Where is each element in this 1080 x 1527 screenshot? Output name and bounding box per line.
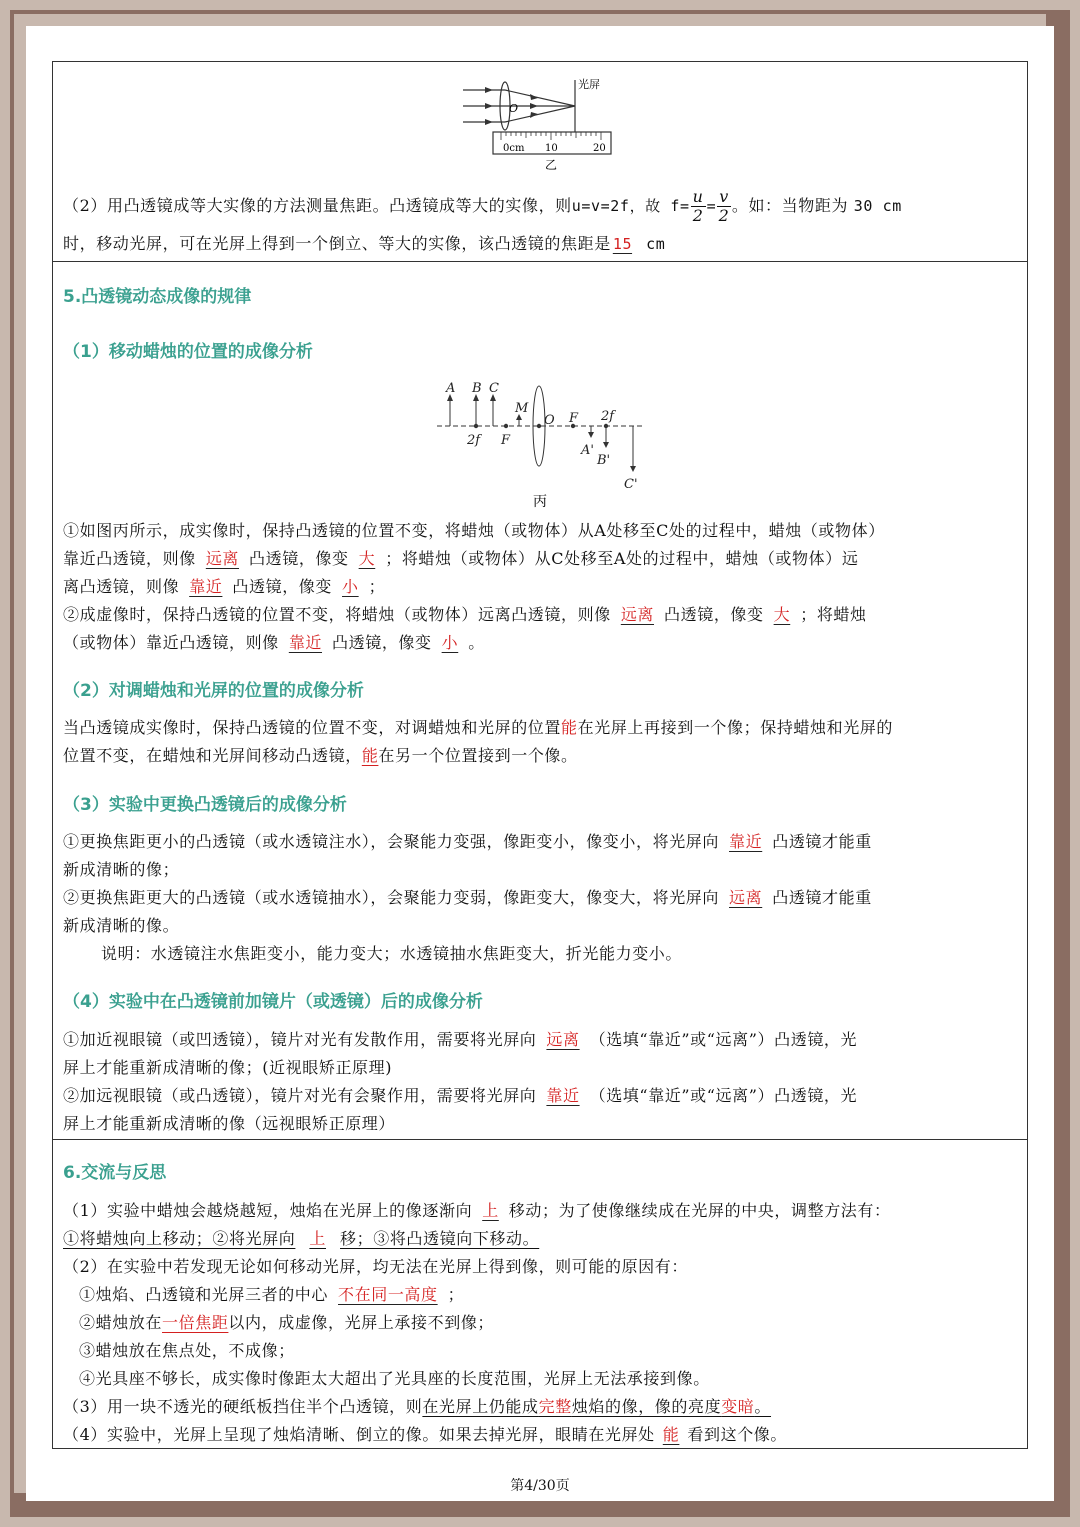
focal-method-paragraph <box>63 188 1023 258</box>
change-lens-paragraph: ①更换焦距更小的凸透镜（或水透镜注水），会聚能力变强，像距变小，像变小，将光屏向 靠近 凸透镜才能重 新成清晰的像； ②更换焦距更大的凸透镜（或水透镜抽水），会聚能力变弱，像距变大，像变大，将光屏向 远离 凸透镜才能重 新成清晰的像。 说明：水透镜注水焦距变小，能力变大；水透镜抽水焦距变大，折光能力变小。 <box>63 828 1023 968</box>
subsection-2-heading: （2）对调蜡烛和光屏的位置的成像分析 <box>63 681 364 701</box>
svg-text:A': A' <box>581 443 594 458</box>
svg-text:A: A <box>446 381 456 396</box>
svg-text:F: F <box>569 411 579 426</box>
section-6-heading: 6.交流与反思 <box>63 1163 167 1183</box>
row-divider <box>53 261 1027 262</box>
svg-text:2f: 2f <box>467 433 481 448</box>
subsection-4-heading: （4）实验中在凸透镜前加镜片（或透镜）后的成像分析 <box>63 992 483 1012</box>
svg-text:M: M <box>515 401 529 416</box>
svg-text:O: O <box>509 102 519 115</box>
focal-line-2: 时，移动光屏，可在光屏上得到一个倒立、等大的实像，该凸透镜的焦距是 15 cm <box>63 234 666 253</box>
svg-text:F: F <box>501 433 511 448</box>
add-eyeglass-paragraph: ①加近视眼镜（或凹透镜），镜片对光有发散作用，需要将光屏向 远离 （选填“靠近”或“远离”）凸透镜，光 屏上才能重新成清晰的像；(近视眼矫正原理) ②加远视眼镜（或凸透镜），镜片对光有会聚作用，需要将光屏向 靠近 （选填“靠近”或“远离”）凸透镜，光 屏上才能重新成清晰的像（远视眼矫正原理） <box>63 1030 858 1133</box>
section-5-heading: 5.凸透镜动态成像的规律 <box>63 287 252 307</box>
svg-text:乙: 乙 <box>545 158 558 172</box>
reflection-paragraphs: （1）实验中蜡烛会越烧越短，烛焰在光屏上的像逐渐向 上 移动；为了使像继续成在光屏的中央，调整方法有： ①将蜡烛向上移动；②将光屏向 上 移；③将凸透镜向下移动。 （2）在实验中若发现无论如何移动光屏，均无法在光屏上得到像，则可能的原因有： ①烛焰、凸透镜和光屏三者的中心 不在同一高度 ； ②蜡烛放在一倍焦距以内，成虚像，光屏上承接不到像； ③蜡烛放在焦点处，不成像； ④光具座不够长，成实像时像距太大超出了光具座的长度范围，光屏上无法承接到像。 （3）用一块不透光的硬纸板挡住半个凸透镜，则在光屏上仍能成完整烛焰的像，像的亮度变暗。 （4）实验中，光屏上呈现了烛焰清晰、倒立的像。如果去掉光屏，眼睛在光屏处 能 看到这个像。 <box>63 1201 891 1444</box>
content-table <box>52 61 1028 1449</box>
moving-candle-paragraphs: ①如图丙所示，成实像时，保持凸透镜的位置不变，将蜡烛（或物体）从A处移至C处的过程中，蜡烛（或物体） 靠近凸透镜，则像 远离 凸透镜，像变 大 ；将蜡烛（或物体）从C处移至A处的过程中，蜡烛（或物体）远 离凸透镜，则像 靠近 凸透镜，像变 小 ； ②成虚像时，保持凸透镜的位置不变，将蜡烛（或物体）远离凸透镜，则像 远离 凸透镜，像变 大 ；将蜡烛 （或物体）靠近凸透镜，则像 靠近 凸透镜，像变 小 。 <box>63 521 885 652</box>
focal-line-1: （2）用凸透镜成等大实像的方法测量焦距。凸透镜成等大的实像，则u=v=2f，故 f= $\frac{u}{2}$ = $\frac{v}{2}$ 。如：当物距为 30 cm <box>63 187 902 225</box>
row-divider <box>53 1139 1027 1140</box>
figure-bing <box>433 380 649 510</box>
swap-candle-screen-paragraph: 当凸透镜成实像时，保持凸透镜的位置不变，对调蜡烛和光屏的位置能在光屏上再接到一个像；保持蜡烛和光屏的 位置不变，在蜡烛和光屏间移动凸透镜，能在另一个位置接到一个像。 <box>63 718 894 765</box>
svg-text:0cm: 0cm <box>503 143 525 154</box>
svg-text:20: 20 <box>593 143 606 154</box>
figure-yi <box>453 72 623 172</box>
svg-text:C: C <box>489 381 499 396</box>
subsection-3-heading: （3）实验中更换凸透镜后的成像分析 <box>63 795 347 815</box>
svg-text:10: 10 <box>545 143 558 154</box>
svg-text:光屏: 光屏 <box>578 78 600 91</box>
page-number: 第4/30页 <box>510 1478 570 1494</box>
svg-text:2f: 2f <box>601 409 615 424</box>
note: 说明：水透镜注水焦距变小，能力变大；水透镜抽水焦距变大，折光能力变小。 <box>101 944 683 963</box>
svg-text:B': B' <box>597 453 611 468</box>
svg-text:B: B <box>472 381 482 396</box>
svg-text:O: O <box>544 413 555 428</box>
subsection-1-heading: （1）移动蜡烛的位置的成像分析 <box>63 342 313 362</box>
svg-text:丙: 丙 <box>533 494 547 510</box>
svg-text:C': C' <box>624 477 638 492</box>
